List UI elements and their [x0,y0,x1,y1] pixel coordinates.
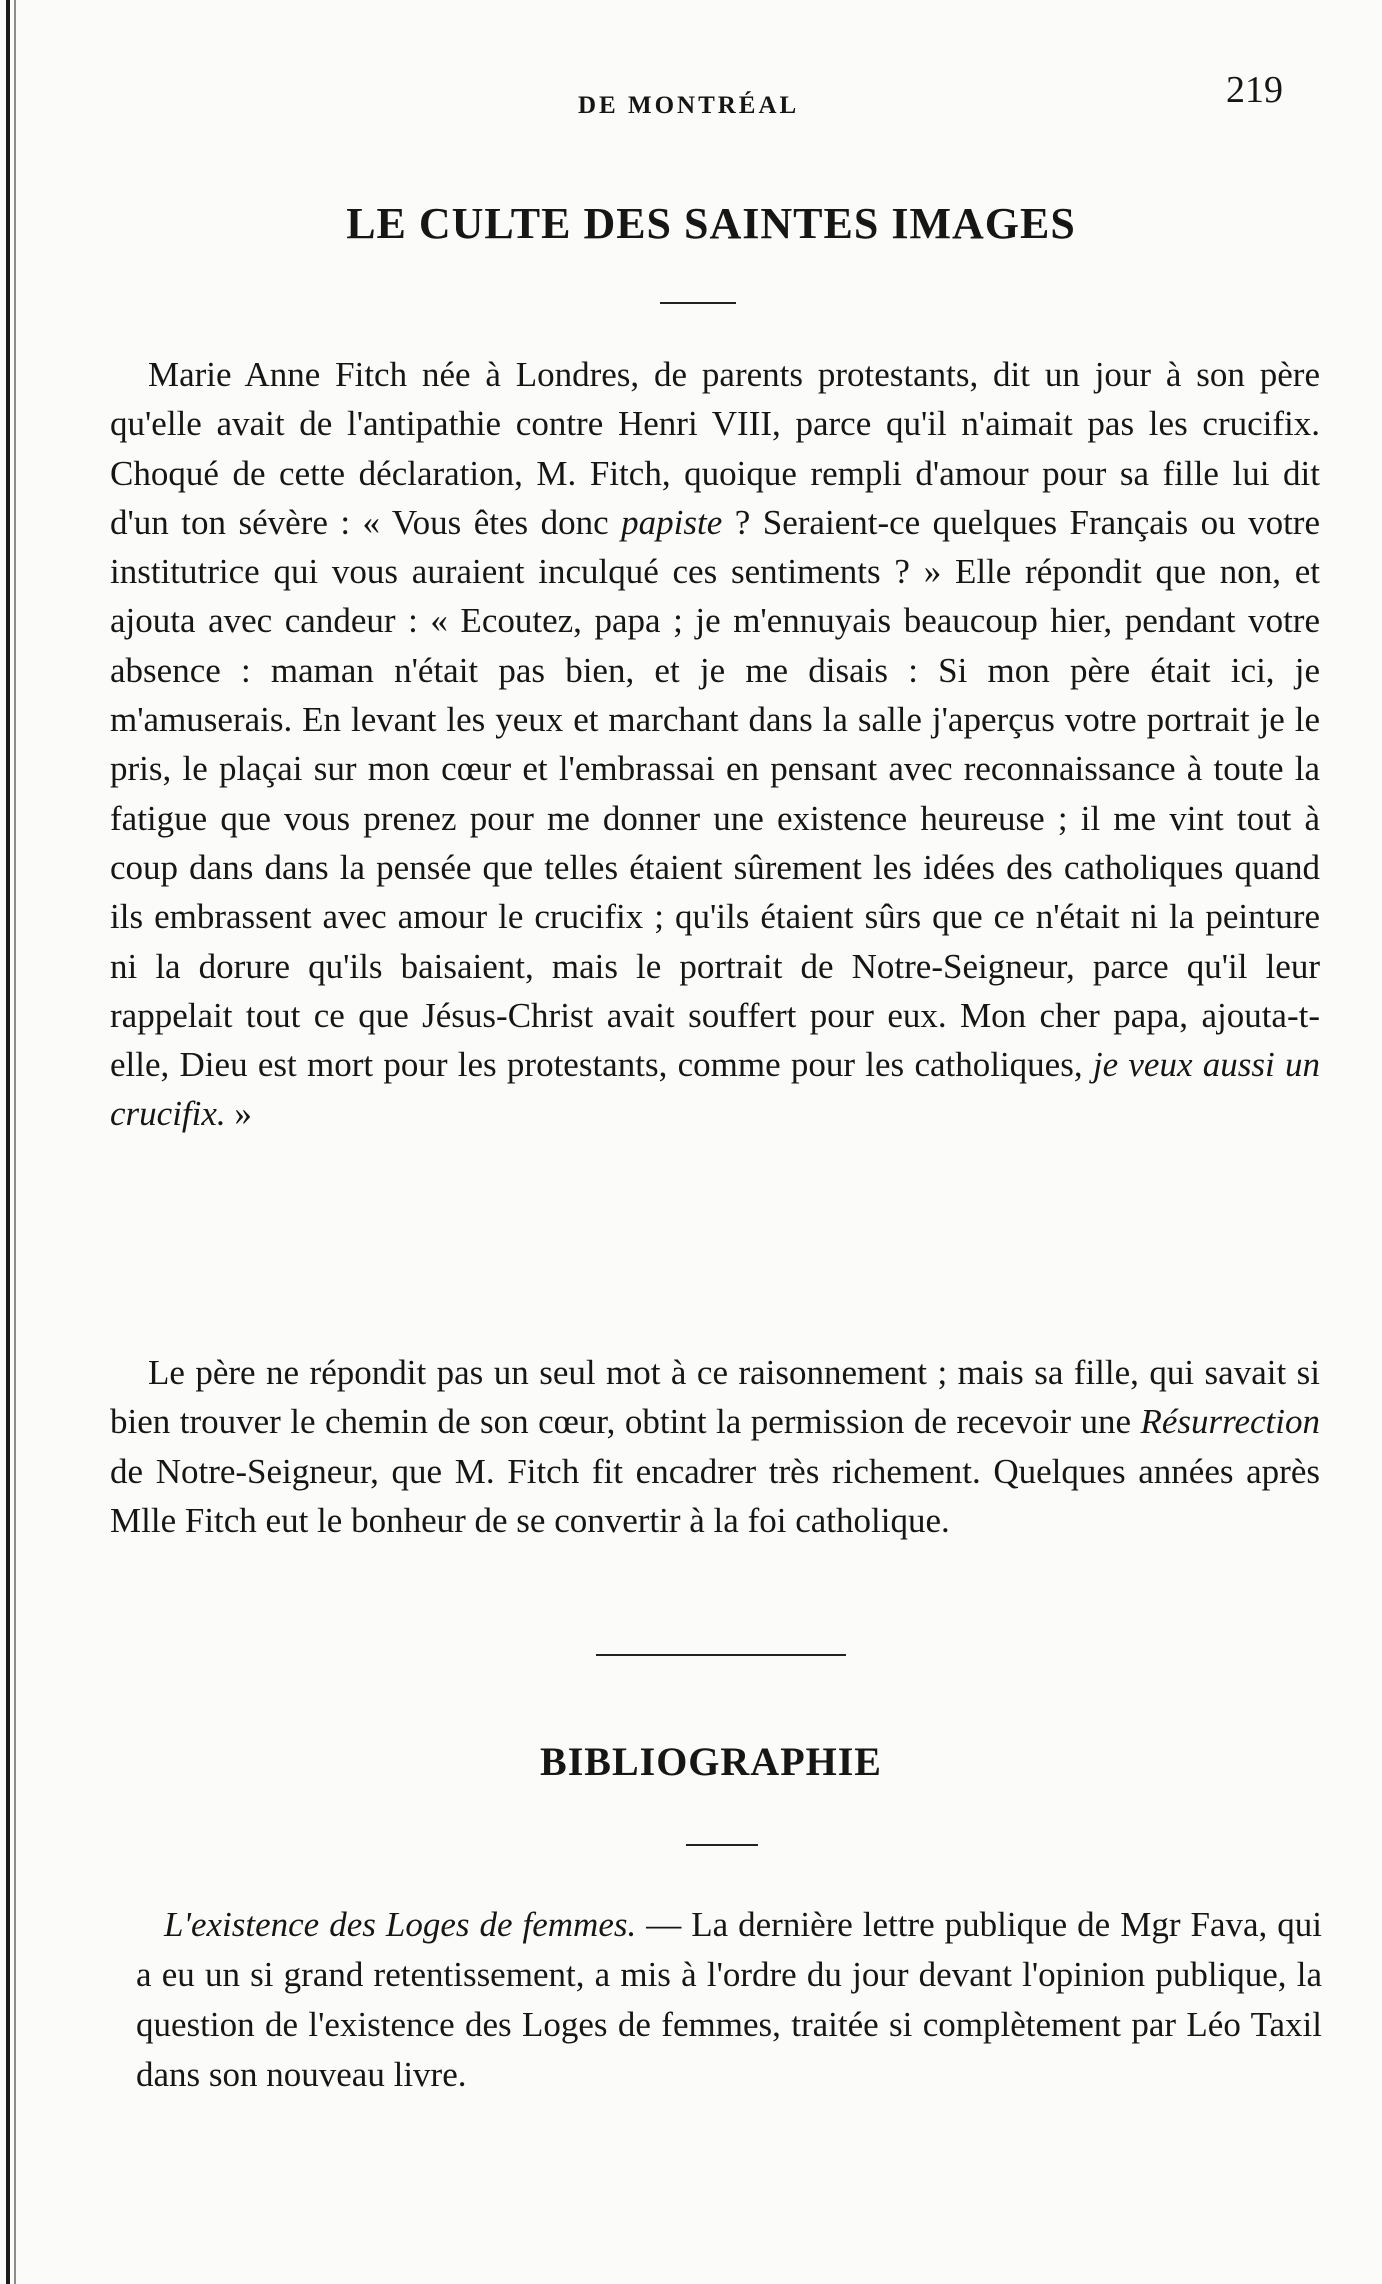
section-divider [596,1654,846,1656]
bibliography-title: BIBLIOGRAPHIE [540,1739,882,1784]
article-paragraph-2 [110,1348,1320,1545]
page-binding-shadow [14,0,16,2284]
bibliography-title-rule [686,1844,758,1846]
text-run: Le père ne répondit pas un seul mot à ce raisonnement ; mais sa fille, qui savait si bien trouver le chemin de son cœur, obtint la permission de recevoir une [110,1353,1320,1442]
title-rule [660,302,736,304]
emphasis-crucifix: je veux aussi un crucifix. [110,1045,1320,1134]
article-title: LE CULTE DES SAINTES IMAGES [346,199,1076,248]
text-run: Marie Anne Fitch née à Londres, de parents protestants, dit un jour à son père qu'elle avait de l'antipathie contre Henri VIII, parce qu'il n'aimait pas les crucifix. Choqué de cette déclaration, M. Fitch, quoique rempli d'amour pour sa fille lui dit d'un ton sévère : « Vous êtes donc [110,355,1320,542]
text-run: » [225,1094,252,1134]
article-body [110,350,1320,1139]
bibliography-entry-title: L'existence des Loges de femmes. [164,1905,637,1944]
bibliography-body [136,1900,1322,2100]
text-run: — La dernière lettre publique de Mgr Fava, qui a eu un si grand retentissement, a mis à l'ordre du jour devant l'opinion publique, la question de l'existence des Loges de femmes, traitée si complètement par Léo Taxil dans son nouveau livre. [136,1905,1322,2094]
article-body-continued [110,1348,1320,1545]
text-run: de Notre-Seigneur, que M. Fitch fit encadrer très richement. Quelques années après Mlle Fitch eut le bonheur de se convertir à la foi catholique. [110,1451,1320,1540]
running-title: DE MONTRÉAL [578,92,800,119]
page-number: 219 [1226,69,1283,111]
text-run: ? Seraient-ce quelques Français ou votre institutrice qui vous auraient inculqué ces sentiments ? » Elle répondit que non, et ajouta avec candeur : « Ecoutez, papa ; je m'ennuyais beaucoup hier, pendant votre absence : maman n'était pas bien, et je me disais : Si mon père était ici, je m'amuserais. En levant les yeux et marchant dans la salle j'aperçus votre portrait je le pris, le plaçai sur mon cœur et l'embrassai en pensant avec reconnaissance à toute la fatigue que vous prenez pour me donner une existence heureuse ; il me vint tout à coup dans dans la pensée que telles étaient sûrement les idées des catholiques quand ils embrassent avec amour le crucifix ; qu'ils étaient sûrs que ce n'était ni la peinture ni la dorure qu'ils baisaient, mais le portrait de Notre-Seigneur, parce qu'il leur rappelait tout ce que Jésus-Christ avait souffert pour eux. Mon cher papa, ajouta-t-elle, Dieu est mort pour les protestants, comme pour les catholiques, [110,502,1320,1085]
emphasis-resurrection: Résurrection [1140,1402,1320,1442]
bibliography-entry [136,1900,1322,2100]
article-paragraph-1 [110,350,1320,1139]
emphasis-papiste: papiste [621,502,723,542]
page-binding-edge [6,0,10,2284]
